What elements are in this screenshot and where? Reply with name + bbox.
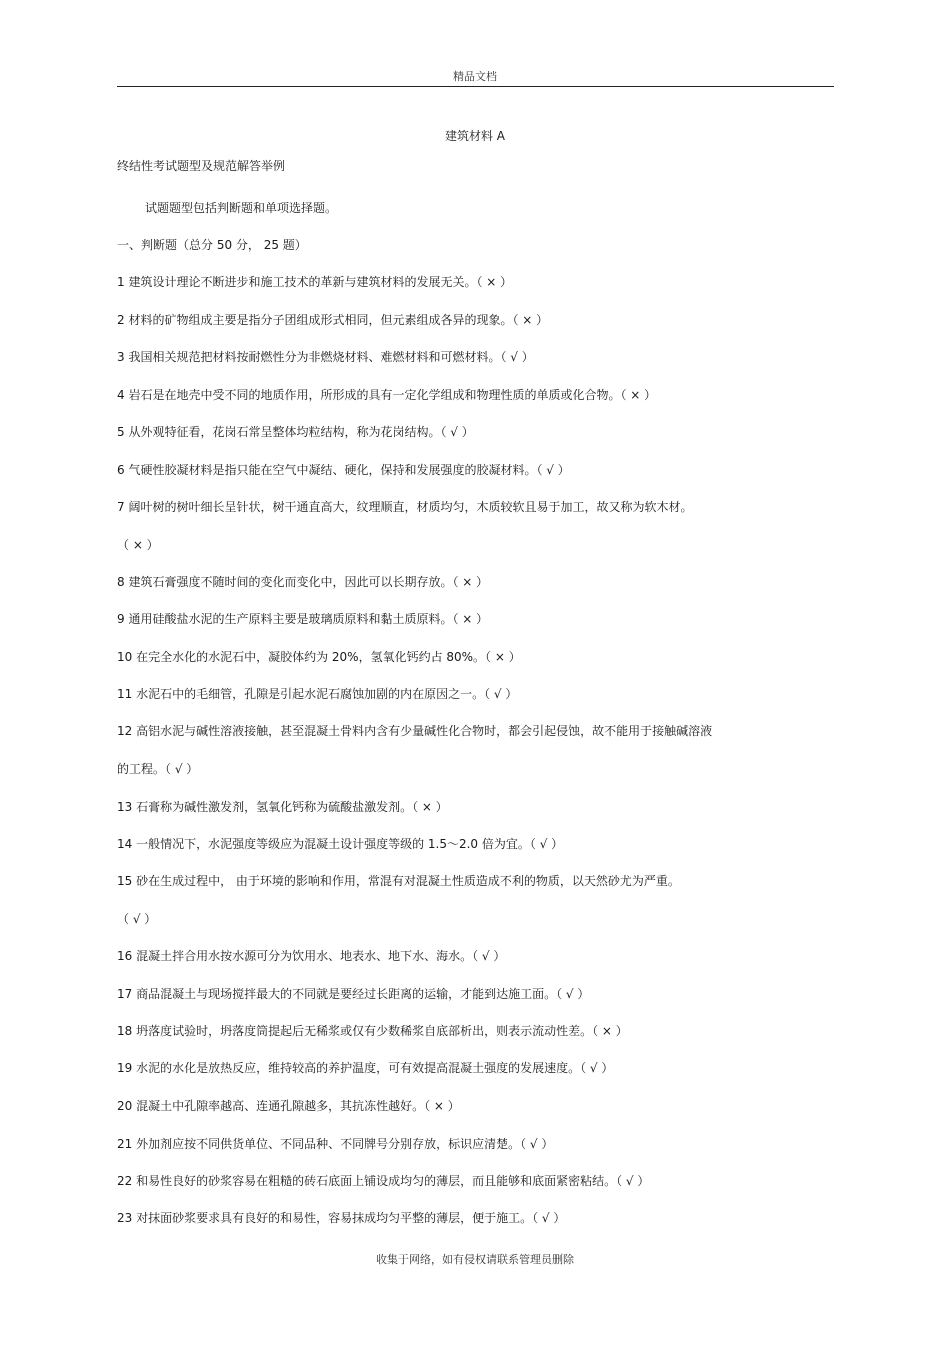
- question-line: 10 在完全水化的水泥石中，凝胶体约为 20%，氢氧化钙约占 80%。（ × ）: [117, 650, 521, 664]
- document-subtitle: 终结性考试题型及规范解答举例: [117, 159, 286, 173]
- question-line: 9 通用硅酸盐水泥的生产原料主要是玻璃质原料和黏土质原料。（ × ）: [117, 612, 489, 626]
- question-line: 23 对抹面砂浆要求具有良好的和易性，容易抹成均匀平整的薄层，便于施工。（ √ ）: [117, 1211, 566, 1225]
- question-line: 7 阔叶树的树叶细长呈针状，树干通直高大，纹理顺直，材质均匀，木质较软且易于加工，故又称为软木材。: [117, 500, 693, 514]
- question-line: 1 建筑设计理论不断进步和施工技术的革新与建筑材料的发展无关。（ × ）: [117, 275, 513, 289]
- question-line: 2 材料的矿物组成主要是指分子团组成形式相同，但元素组成各异的现象。（ × ）: [117, 313, 549, 327]
- question-line: 21 外加剂应按不同供货单位、不同品种、不同牌号分别存放，标识应清楚。（ √ ）: [117, 1137, 554, 1151]
- question-line: 13 石膏称为碱性激发剂，氢氧化钙称为硫酸盐激发剂。（ × ）: [117, 800, 448, 814]
- question-line: 22 和易性良好的砂浆容易在粗糙的砖石底面上铺设成均匀的薄层，而且能够和底面紧密粘结。（ √ ）: [117, 1174, 650, 1188]
- question-line: 8 建筑石膏强度不随时间的变化而变化中，因此可以长期存放。（ × ）: [117, 575, 489, 589]
- header-rule: [117, 86, 834, 87]
- section-heading: 一、判断题（总分 50 分， 25 题）: [117, 238, 307, 252]
- question-line: 14 一般情况下，水泥强度等级应为混凝土设计强度等级的 1.5～2.0 倍为宜。（ √ ）: [117, 837, 564, 851]
- page-footer: 收集于网络，如有侵权请联系管理员删除: [376, 1253, 574, 1266]
- question-line: 6 气硬性胶凝材料是指只能在空气中凝结、硬化，保持和发展强度的胶凝材料。（ √ ）: [117, 463, 570, 477]
- document-title: 建筑材料 A: [444, 129, 506, 143]
- page-header: 精品文档: [453, 70, 497, 83]
- question-line: 的工程。（ √ ）: [117, 762, 199, 776]
- question-line: 11 水泥石中的毛细管，孔隙是引起水泥石腐蚀加剧的内在原因之一。（ √ ）: [117, 687, 518, 701]
- question-line: 18 坍落度试验时，坍落度筒提起后无稀浆或仅有少数稀浆自底部析出，则表示流动性差。（ × ）: [117, 1024, 628, 1038]
- question-line: 3 我国相关规范把材料按耐燃性分为非燃烧材料、难燃材料和可燃材料。（ √ ）: [117, 350, 534, 364]
- question-line: 5 从外观特征看，花岗石常呈整体均粒结构，称为花岗结构。（ √ ）: [117, 425, 474, 439]
- question-line: 20 混凝土中孔隙率越高、连通孔隙越多，其抗冻性越好。（ × ）: [117, 1099, 460, 1113]
- question-line: （ × ）: [117, 538, 159, 552]
- question-line: 16 混凝土拌合用水按水源可分为饮用水、地表水、地下水、海水。（ √ ）: [117, 949, 506, 963]
- question-line: 15 砂在生成过程中， 由于环境的影响和作用，常混有对混凝土性质造成不利的物质，以天然砂尤为严重。: [117, 874, 680, 888]
- question-line: （ √ ）: [117, 912, 157, 926]
- intro-text: 试题题型包括判断题和单项选择题。: [145, 201, 338, 215]
- question-line: 19 水泥的水化是放热反应，维持较高的养护温度，可有效提高混凝土强度的发展速度。（ √ ）: [117, 1061, 614, 1075]
- question-line: 12 高铝水泥与碱性溶液接触，甚至混凝土骨料内含有少量碱性化合物时，都会引起侵蚀，故不能用于接触碱溶液: [117, 724, 713, 738]
- question-line: 4 岩石是在地壳中受不同的地质作用，所形成的具有一定化学组成和物理性质的单质或化合物。（ × ）: [117, 388, 657, 402]
- question-line: 17 商品混凝土与现场搅拌最大的不同就是要经过长距离的运输，才能到达施工面。（ √ ）: [117, 987, 590, 1001]
